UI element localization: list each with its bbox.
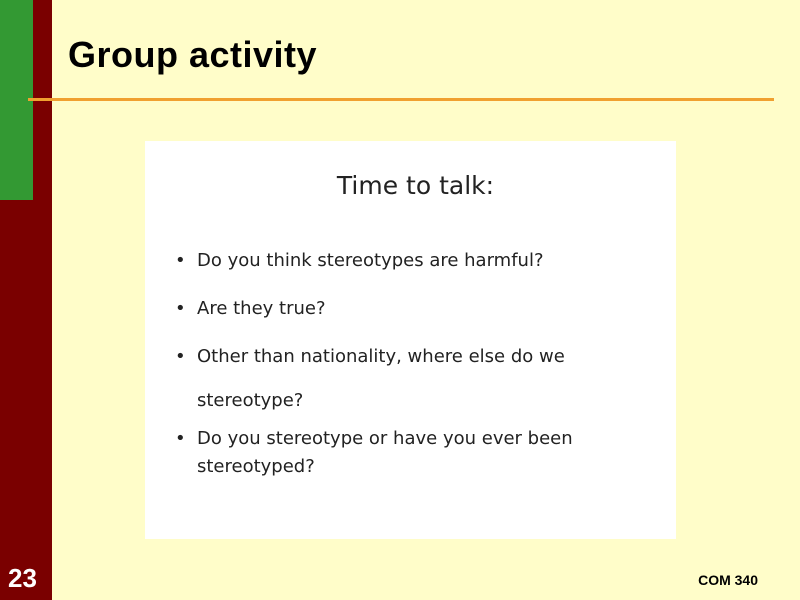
- content-box: [145, 141, 676, 539]
- bullet-text: Other than nationality, where else do we stereotype?: [197, 346, 565, 411]
- bullet-text: Are they true?: [197, 298, 326, 319]
- slide-number: 23: [8, 563, 37, 593]
- bullet-text: Do you think stereotypes are harmful?: [197, 250, 544, 271]
- slide-title: Group activity: [68, 34, 318, 75]
- bullet-item: [175, 425, 615, 481]
- bullet-symbol: •: [175, 428, 186, 449]
- bullet-symbol: •: [175, 346, 186, 367]
- bullet-symbol: •: [175, 298, 186, 319]
- bullet-text: Do you stereotype or have you ever been stereotyped?: [197, 428, 573, 477]
- title-divider: [28, 98, 774, 101]
- box-heading: Time to talk:: [336, 171, 495, 200]
- bullet-item: [175, 247, 645, 275]
- bullet-item: [175, 295, 645, 323]
- footer-course-label: COM 340: [698, 572, 758, 588]
- bullet-symbol: •: [175, 250, 186, 271]
- bullet-item: [175, 343, 605, 423]
